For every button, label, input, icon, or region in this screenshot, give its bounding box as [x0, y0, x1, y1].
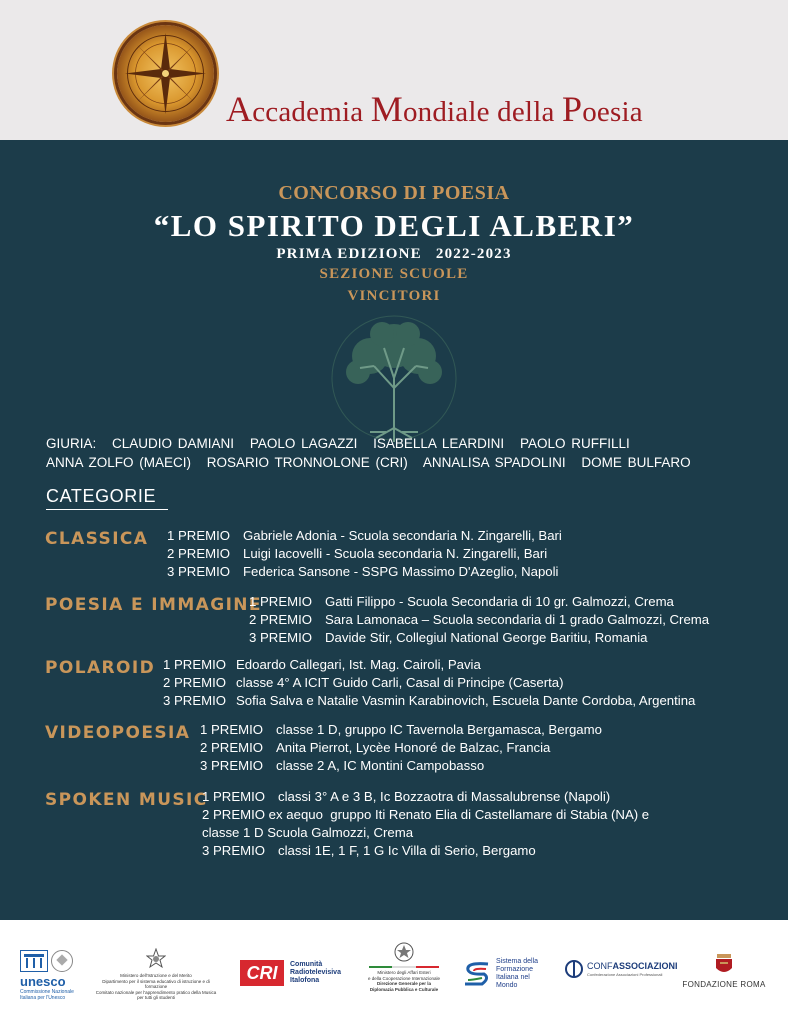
list-item: 3 PREMIO Sofia Salva e Natalie Vasmin Karabinovich, Escuela Dante Cordoba, Argentina — [163, 693, 696, 708]
list-item: 1 PREMIO Gabriele Adonia - Scuola secondaria N. Zingarelli, Bari — [167, 528, 562, 543]
category-entries-videopoesia — [200, 721, 602, 775]
unesco-logo: unesco Commissione Nazionale Italiana per l'Unesco — [20, 950, 80, 1010]
contest-title: “LO SPIRITO DEGLI ALBERI” — [153, 208, 635, 243]
main-panel — [0, 140, 788, 920]
coat-of-arms-icon — [714, 952, 734, 976]
categories-heading: CATEGORIE — [46, 486, 157, 506]
jury-member: DOME BULFARO — [581, 455, 691, 470]
republic-emblem-icon — [393, 940, 415, 964]
jury-member: PAOLO RUFFILLI — [519, 436, 630, 451]
category-title-classica: CLASSICA — [45, 529, 149, 549]
category-title-polaroid: POLAROID — [45, 658, 156, 678]
list-item: 3 PREMIO Federica Sansone - SSPG Massimo D'Azeglio, Napoli — [167, 564, 559, 579]
list-item: 2 PREMIO Anita Pierrot, Lycèe Honoré de Balzac, Francia — [200, 740, 551, 755]
sfim-logo: Sistema della Formazione Italiana nel Mondo — [462, 958, 552, 990]
list-item: 3 PREMIO classi 1E, 1 F, 1 G Ic Villa di Serio, Bergamo — [202, 843, 536, 858]
list-item: 1 PREMIO classe 1 D, gruppo IC Tavernola Bergamasca, Bergamo — [200, 722, 602, 737]
list-item: 3 PREMIO Davide Stir, Collegiul National George Baritiu, Romania — [249, 630, 648, 645]
academy-name: Accademia Mondiale della Poesia — [226, 89, 643, 129]
jury-member: ANNALISA SPADOLINI — [422, 455, 566, 470]
category-title-poesia-immagine: POESIA E IMMAGINE — [45, 595, 262, 615]
republic-emblem-icon — [146, 948, 166, 970]
edition-years: 2022-2023 — [435, 246, 512, 262]
edition-label: PRIMA EDIZIONE — [276, 246, 422, 262]
maeci-logo: Ministero degli Affari Esteri e della Cooperazione Internazionale Direzione Generale per la Diplomazia Pubblica e Culturale — [364, 940, 444, 992]
jury-label: GIURIA: — [46, 436, 97, 451]
section-label: SEZIONE SCUOLE — [319, 266, 469, 282]
category-entries-spoken-music — [202, 788, 649, 860]
list-item: 1 PREMIO Edoardo Callegari, Ist. Mag. Cairoli, Pavia — [163, 657, 481, 672]
compass-rose-icon — [117, 25, 214, 122]
fondazione-roma-logo: FONDAZIONE ROMA — [676, 952, 772, 989]
italy-emblem-icon — [51, 950, 73, 972]
heading-underline — [46, 509, 168, 510]
category-entries-polaroid — [163, 656, 695, 710]
edition-line — [0, 246, 788, 263]
contest-label: CONCORSO DI POESIA — [278, 182, 510, 204]
globe-icon — [565, 960, 583, 978]
list-item: 1 PREMIO classi 3° A e 3 B, Ic Bozzaotra di Massalubrense (Napoli) — [202, 789, 611, 804]
confassociazioni-logo: CONFASSOCIAZIONI Confederazione Associazioni Professionali — [565, 960, 695, 982]
jury-row-2 — [46, 455, 701, 470]
category-entries-classica — [167, 527, 562, 581]
category-title-spoken-music: SPOKEN MUSIC — [45, 790, 208, 810]
jury-row-1 — [46, 436, 640, 451]
list-item: 2 PREMIO Luigi Iacovelli - Scuola secondaria N. Zingarelli, Bari — [167, 546, 548, 561]
unesco-temple-icon — [20, 950, 48, 972]
category-title-videopoesia: VIDEOPOESIA — [45, 723, 191, 743]
list-item: 3 PREMIO classe 2 A, IC Montini Campobasso — [200, 758, 485, 773]
jury-member: ISABELLA LEARDINI — [373, 436, 505, 451]
list-item: classe 1 D Scuola Galmozzi, Crema — [202, 825, 414, 840]
jury-member: PAOLO LAGAZZI — [249, 436, 358, 451]
list-item: 1 PREMIO Gatti Filippo - Scuola Secondaria di 10 gr. Galmozzi, Crema — [249, 594, 674, 609]
header — [0, 0, 788, 140]
list-item: 2 PREMIO Sara Lamonaca – Scuola secondaria di 1 grado Galmozzi, Crema — [249, 612, 710, 627]
list-item: 2 PREMIO ex aequo gruppo Iti Renato Elia di Castellamare di Stabia (NA) e — [202, 807, 650, 822]
category-entries-poesia-immagine — [249, 593, 709, 647]
winners-label: VINCITORI — [347, 288, 441, 304]
tree-of-life-icon — [324, 308, 464, 448]
jury-member: ROSARIO TRONNOLONE (CRI) — [206, 455, 408, 470]
ministry-education-logo: Ministero dell'Istruzione e del Merito Dipartimento per il sistema educativo di istruzione e di formazione Comitato nazionale per l'apprendimento pratico della Musica per tutti gli studenti — [94, 948, 218, 1001]
jury-member: CLAUDIO DAMIANI — [112, 436, 235, 451]
cri-logo: CRI Comunità Radiotelevisiva Italofona — [240, 960, 350, 986]
sfim-wave-icon — [462, 960, 492, 988]
jury-member: ANNA ZOLFO (MAECI) — [46, 455, 192, 470]
footer-logos — [0, 920, 788, 1024]
list-item: 2 PREMIO classe 4° A ICIT Guido Carli, Casal di Principe (Caserta) — [163, 675, 564, 690]
